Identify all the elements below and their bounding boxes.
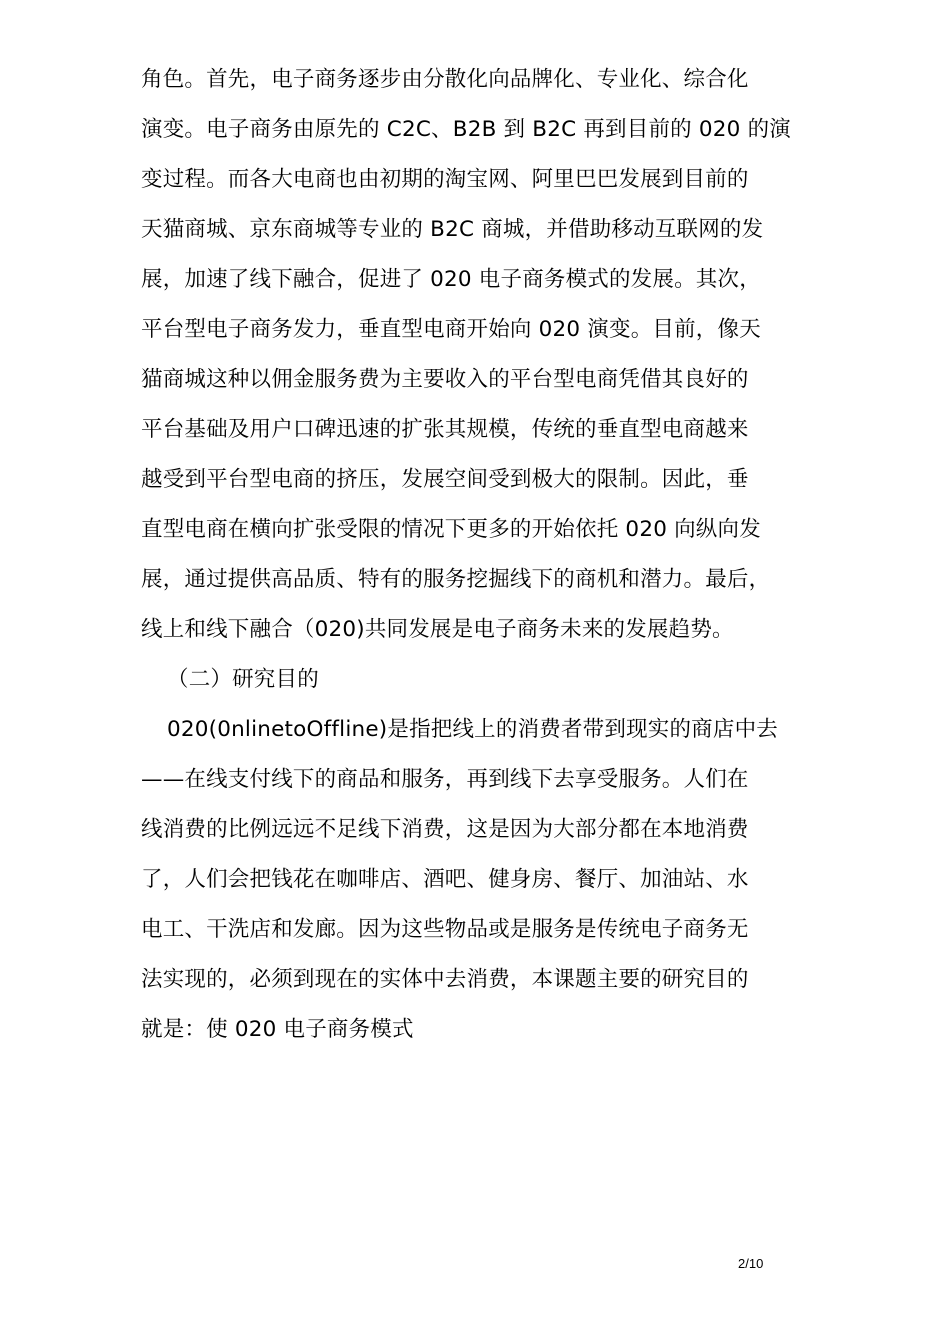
- paragraph-line: 展，加速了线下融合，促进了 020 电子商务模式的发展。其次，: [141, 267, 761, 292]
- paragraph-line: 就是：使 020 电子商务模式: [141, 1017, 414, 1042]
- paragraph-line: 平台基础及用户口碑迅速的扩张其规模，传统的垂直型电商越来: [141, 417, 749, 442]
- paragraph-line: 了，人们会把钱花在咖啡店、酒吧、健身房、餐厅、加油站、水: [141, 867, 749, 892]
- paragraph-line: 线上和线下融合（020)共同发展是电子商务未来的发展趋势。: [141, 617, 734, 642]
- paragraph-line: 平台型电子商务发力，垂直型电商开始向 020 演变。目前，像天: [141, 317, 761, 342]
- paragraph-line: 猫商城这种以佣金服务费为主要收入的平台型电商凭借其良好的: [141, 367, 749, 392]
- paragraph-line: 越受到平台型电商的挤压，发展空间受到极大的限制。因此，垂: [141, 467, 749, 492]
- page-number: 2/10: [738, 1256, 764, 1271]
- paragraph-line: 天猫商城、京东商城等专业的 B2C 商城，并借助移动互联网的发: [141, 217, 764, 242]
- paragraph-line: 角色。首先，电子商务逐步由分散化向品牌化、专业化、综合化: [141, 67, 749, 92]
- paragraph-line: 展，通过提供高品质、特有的服务挖掘线下的商机和潜力。最后，: [141, 567, 771, 592]
- paragraph-line: 020(0nlinetoOffline)是指把线上的消费者带到现实的商店中去: [167, 717, 778, 742]
- paragraph-line: ——在线支付线下的商品和服务，再到线下去享受服务。人们在: [141, 767, 749, 792]
- paragraph-line: 线消费的比例远远不足线下消费，这是因为大部分都在本地消费: [141, 817, 749, 842]
- paragraph-line: 法实现的，必须到现在的实体中去消费，本课题主要的研究目的: [141, 967, 749, 992]
- paragraph-line: 直型电商在横向扩张受限的情况下更多的开始依托 020 向纵向发: [141, 517, 761, 542]
- paragraph-line: 变过程。而各大电商也由初期的淘宝网、阿里巴巴发展到目前的: [141, 167, 749, 192]
- body-text: [141, 58, 821, 1058]
- paragraph-line: 电工、干洗店和发廊。因为这些物品或是服务是传统电子商务无: [141, 917, 749, 942]
- section-heading: （二）研究目的: [167, 667, 319, 692]
- paragraph-line: 演变。电子商务由原先的 C2C、B2B 到 B2C 再到目前的 020 的演: [141, 117, 791, 142]
